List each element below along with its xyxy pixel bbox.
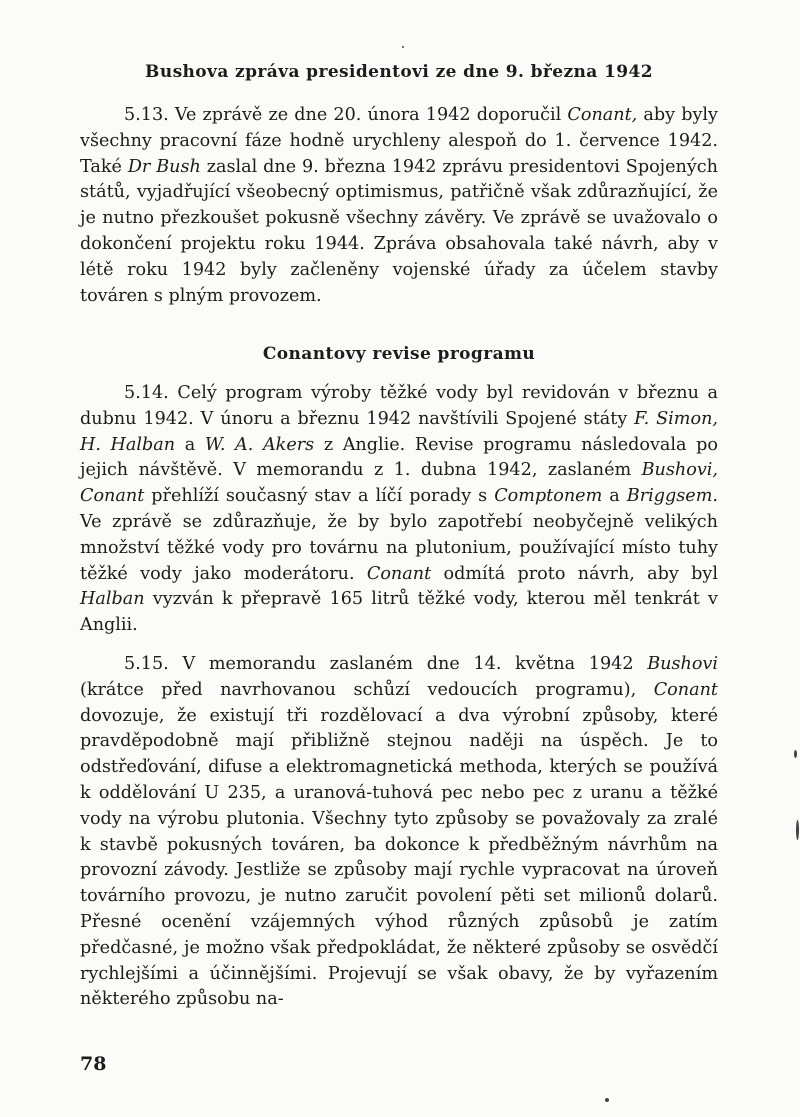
person-name: H. Halban xyxy=(80,434,176,455)
print-speck xyxy=(796,820,799,840)
paragraph-5-14: 5.14. Celý program výroby těžké vody byl revidován v březnu a dubnu 1942. V únoru a březnu 1942 navštívili Spojené státy F. Simon, H. Halban a W. A. Akers z Anglie. Revise programu následovala po jejich návštěvě. V memorandu z 1. dubna 1942, zaslaném Bushovi, Conant přehlíží současný stav a líčí porady s Comptonem a Briggsem. Ve zprávě se zdůrazňuje, že by bylo zapotřebí neobyčejně velikých množství těžké vody pro továrnu na plutonium, používající místo tuhy těžké vody jako moderátoru. Conant odmítá proto návrh, aby byl Halban vyzván k přepravě 165 litrů těžké vody, kterou měl tenkrát v Anglii. xyxy=(80,383,718,636)
person-name: Conant xyxy=(80,486,145,507)
section-heading-bush-report: Bushova zpráva presidentovi ze dne 9. března 1942 xyxy=(145,62,653,82)
person-name: Conant xyxy=(366,563,432,584)
person-name: W. A. Akers xyxy=(204,434,315,455)
person-name: Comptonem xyxy=(494,486,603,507)
paragraph-5-13: 5.13. Ve zprávě ze dne 20. února 1942 doporučil Conant, aby byly všechny pracovní fáze hodně urychleny alespoň do 1. července 1942. Také Dr Bush zaslal dne 9. března 1942 zprávu presidentovi Spojených států, vyjadřující všeobecný optimismus, patřičně však zdůrazňující, že je nutno přezkoušet pokusně všechny závěry. Ve zprávě se uvažovalo o dokončení projektu roku 1944. Zpráva obsahovala také návrh, aby v létě roku 1942 byly začleněny vojenské úřady za účelem stavby továren s plným provozem. xyxy=(80,105,718,306)
print-speck xyxy=(794,750,797,758)
person-name: F. Simon, xyxy=(634,408,718,429)
paragraph-number: 5.15. xyxy=(124,654,169,674)
print-speck xyxy=(605,1098,609,1102)
person-name: Bushovi, xyxy=(641,460,718,481)
person-name: Conant, xyxy=(567,105,638,125)
paragraph-5-15: 5.15. V memorandu zaslaném dne 14. května 1942 Bushovi (krátce před navrhovanou schůzí vedoucích programu), Conant dovozuje, že existují tři rozdělovací a dva výrobní způsoby, které pravděpodobně mají přibližně stejnou naději na úspěch. Je to odstřeďování, difuse a elektromagnetická methoda, kterých se používá k oddělování U 235, a uranová-tuhová pec nebo pec z uranu a těžké vody na výrobu plutonia. Všechny tyto způsoby se považovaly za zralé k stavbě pokusných továren, ba dokonce k předběžným návrhům na provozní závody. Jestliže se způsoby mají rychle vypracovat na úroveň továrního provozu, je nutno zaručit povolení pěti set milionů dolarů. Přesné ocenění vzájemných výhod různých způsobů je zatím předčasné, je možno však předpokládat, že některé způsoby se osvědčí rychlejšími a účinnějšími. Projevují se však obavy, že by vyřazením některého způsobu na- xyxy=(80,654,718,1010)
person-name: Conant xyxy=(653,679,718,700)
person-name: Briggsem. xyxy=(626,486,718,507)
person-name: Dr Bush xyxy=(127,156,201,177)
paragraph-number: 5.14. xyxy=(124,383,169,403)
section-heading-conant-revisions: Conantovy revise programu xyxy=(262,344,536,364)
print-speck xyxy=(402,46,404,48)
paragraph-number: 5.13. xyxy=(124,105,169,125)
person-name: Halban xyxy=(80,589,145,610)
page-number: 78 xyxy=(80,1053,107,1075)
person-name: Bushovi xyxy=(647,654,718,674)
